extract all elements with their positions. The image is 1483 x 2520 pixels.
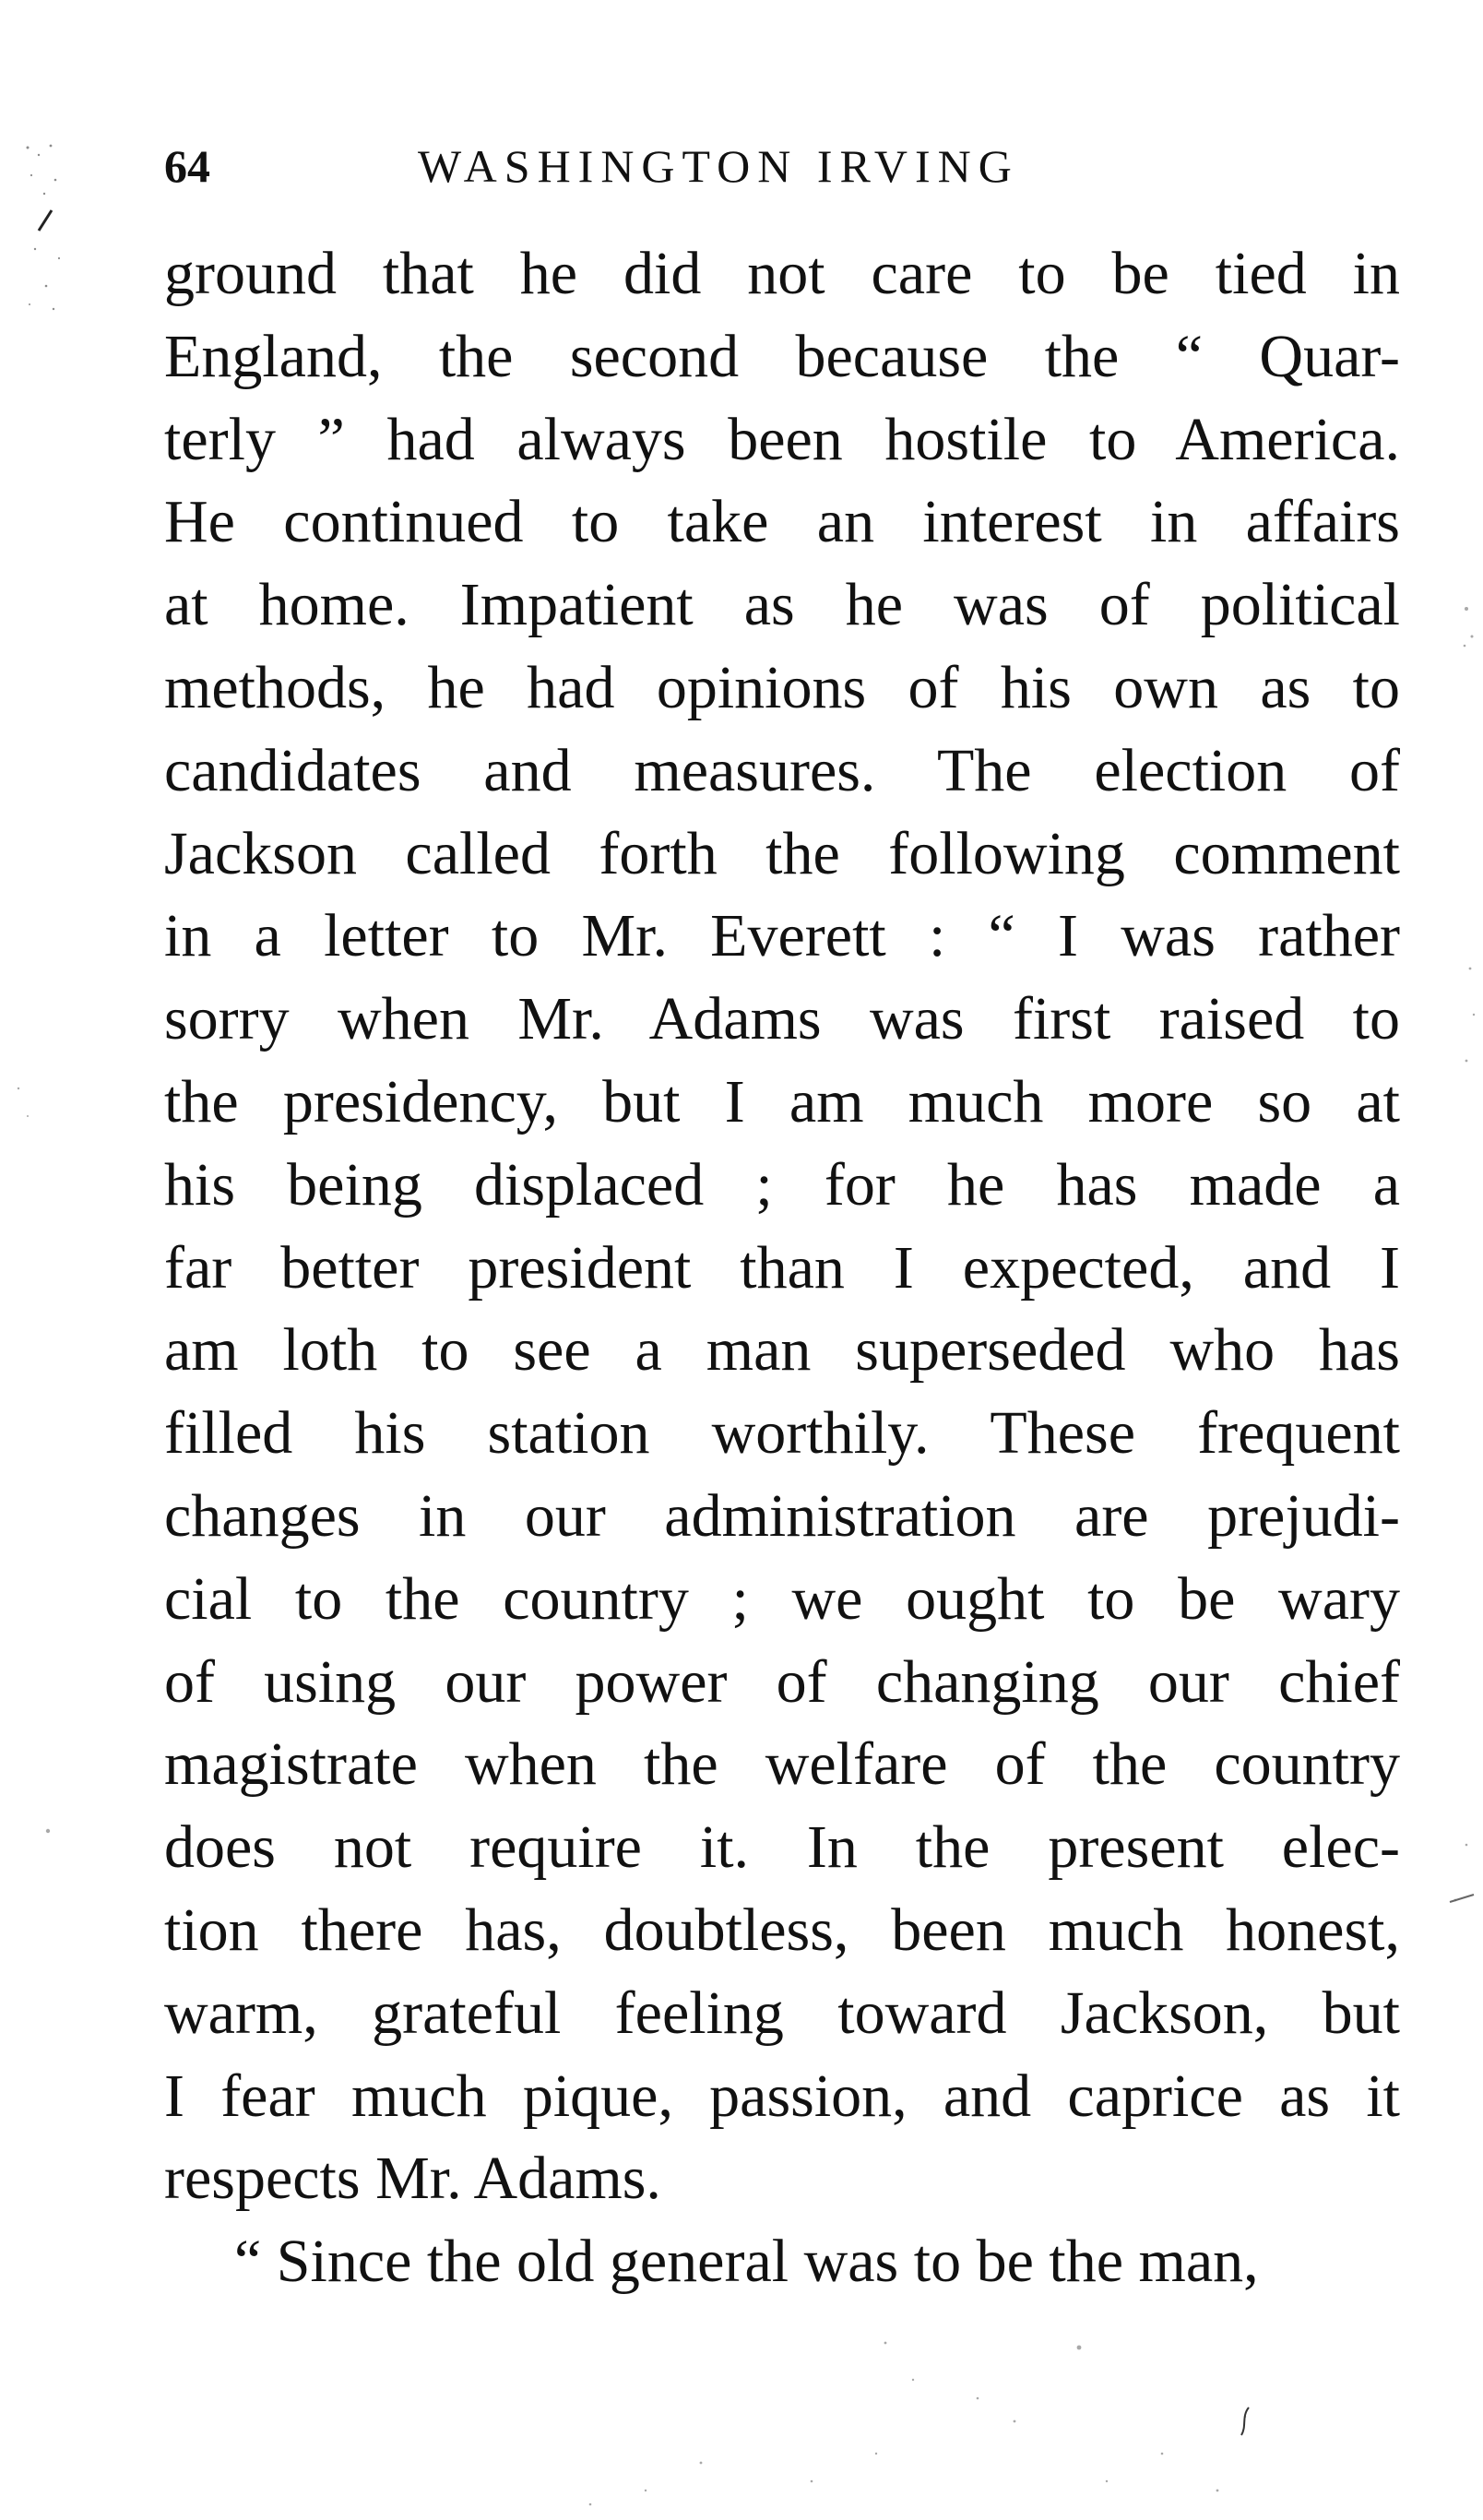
text-line: candidates and measures. The election of [164,736,1400,804]
text-line: terly ” had always been hostile to America. [164,405,1400,473]
text-line: cial to the country ; we ought to be wary [164,1564,1400,1633]
body-text [164,232,1400,2303]
page-header [164,129,1400,203]
text-line: respects Mr. Adams. [164,2145,661,2213]
text-line: far better president than I expected, and I [164,1233,1400,1302]
running-head: WASHINGTON IRVING [418,140,1019,192]
text-line: He continued to take an interest in affairs [164,488,1400,556]
text-line: methods, he had opinions of his own as to [164,653,1400,721]
text-line: of using our power of changing our chief [164,1647,1400,1716]
text-line: ground that he did not care to be tied in [164,240,1400,307]
text-line: sorry when Mr. Adams was first raised to [164,985,1400,1053]
text-line: changes in our administration are prejudi- [164,1481,1400,1550]
text-line: his being displaced ; for he has made a [164,1150,1400,1218]
margin-pencil-mark [18,138,74,323]
text-line: does not require it. In the present elec- [164,1813,1400,1882]
text-line: warm, grateful feeling toward Jackson, but [164,1979,1400,2047]
text-line: England, the second because the “ Quar- [164,322,1400,390]
text-line: the presidency, but I am much more so at [164,1067,1400,1135]
text-line: filled his station worthily. These frequent [164,1399,1400,1468]
text-line: at home. Impatient as he was of political [164,571,1400,639]
text-line: I fear much pique, passion, and caprice as it [164,2062,1400,2130]
text-line: am loth to see a man superseded who has [164,1316,1400,1385]
text-line: Jackson called forth the following comment [164,819,1400,887]
text-line: magistrate when the welfare of the country [164,1730,1400,1799]
text-line: tion there has, doubtless, been much honest, [164,1896,1400,1964]
text-line: “ Since the old general was to be the man, [234,2228,1259,2296]
text-line: in a letter to Mr. Everett : “ I was rather [164,902,1400,970]
page-number: 64 [164,140,210,192]
